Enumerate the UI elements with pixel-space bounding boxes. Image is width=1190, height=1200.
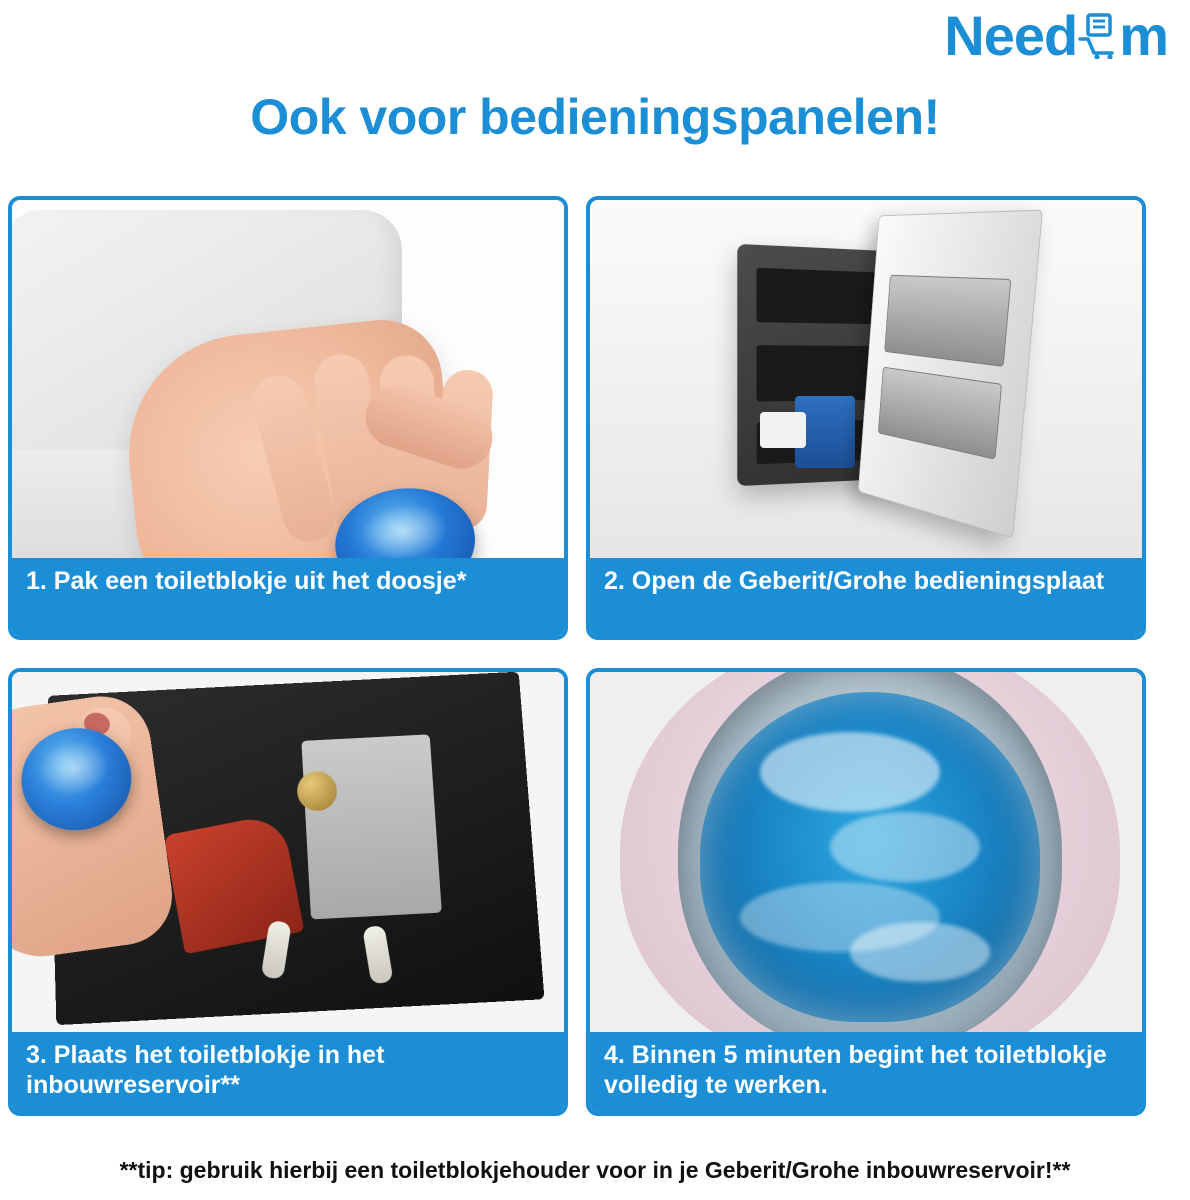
page-title: Ook voor bedieningspanelen! [250,89,940,145]
brand-logo [944,4,1168,67]
step-panel-1 [8,196,568,640]
step-4-image [590,672,1142,1032]
step-panel-2 [586,196,1146,640]
step-4-caption: 4. Binnen 5 minuten begint het toiletblokje volledig te werken. [590,1032,1142,1112]
step-2-caption: 2. Open de Geberit/Grohe bedieningsplaat [590,558,1142,636]
shopping-cart-icon [1078,13,1118,59]
brand-name-right: m [1119,4,1168,67]
step-1-image [12,200,564,558]
step-2-image [590,200,1142,558]
footer-tip: **tip: gebruik hierbij een toiletblokjehouder voor in je Geberit/Grohe inbouwreservoir!** [119,1157,1071,1183]
step-3-caption: 3. Plaats het toiletblokje in het inbouwreservoir** [12,1032,564,1112]
steps-grid [8,196,1182,1116]
step-panel-4 [586,668,1146,1116]
brand-name-left: Need [944,4,1078,67]
step-panel-3 [8,668,568,1116]
step-1-caption: 1. Pak een toiletblokje uit het doosje* [12,558,564,636]
step-3-image [12,672,564,1032]
